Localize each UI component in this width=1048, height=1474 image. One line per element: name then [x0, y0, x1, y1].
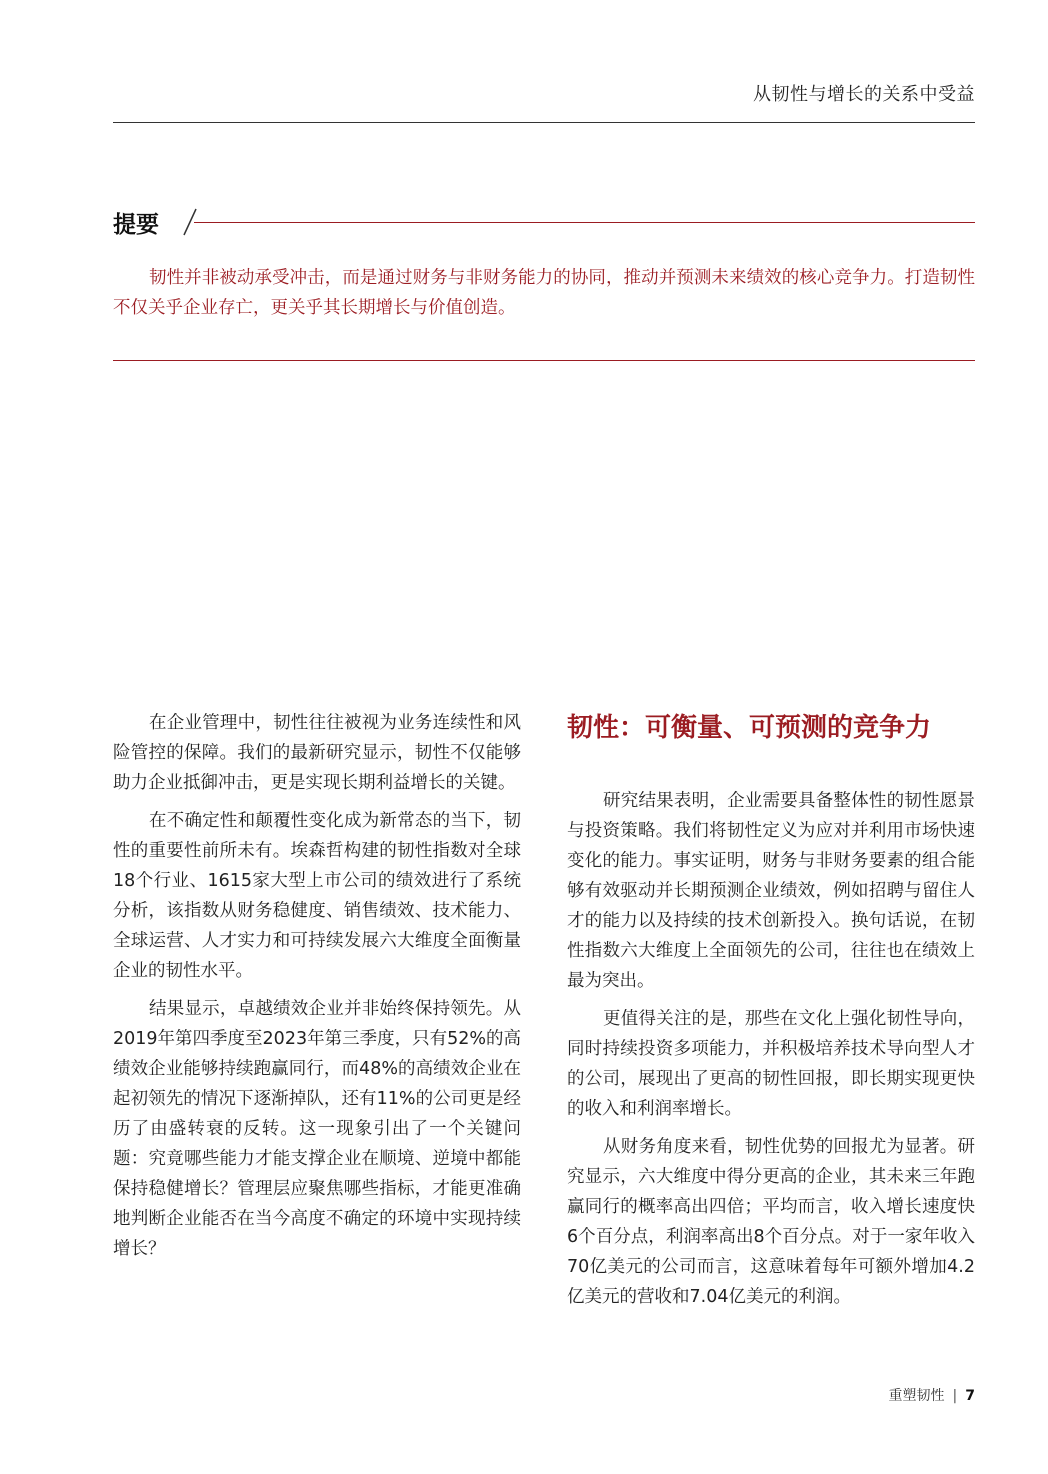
- header-divider: [113, 122, 975, 123]
- running-header-title: 从韧性与增长的关系中受益: [753, 84, 975, 105]
- section-heading: 韧性：可衡量、可预测的竞争力: [567, 713, 932, 743]
- right-column: [567, 708, 975, 1320]
- right-paragraph: 研究结果表明，企业需要具备整体性的韧性愿景与投资策略。我们将韧性定义为应对并利用市场快速变化的能力。事实证明，财务与非财务要素的组合能够有效驱动并长期预测企业绩效，例如招聘与留住人才的能力以及持续的技术创新投入。换句话说，在韧性指数六大维度上全面领先的公司，往往也在绩效上最为突出。: [567, 791, 975, 991]
- page-number: 7: [965, 1388, 975, 1404]
- summary-title: 提要: [113, 212, 159, 238]
- left-paragraph: 在企业管理中，韧性往往被视为业务连续性和风险管控的保障。我们的最新研究显示，韧性不仅能够助力企业抵御冲击，更是实现长期利益增长的关键。: [113, 713, 521, 793]
- summary-text: 韧性并非被动承受冲击，而是通过财务与非财务能力的协同，推动并预测未来绩效的核心竞争力。打造韧性不仅关乎企业存亡，更关乎其长期增长与价值创造。: [113, 268, 975, 318]
- left-paragraph: 结果显示，卓越绩效企业并非始终保持领先。从2019年第四季度至2023年第三季度，只有52%的高绩效企业能够持续跑赢同行，而48%的高绩效企业在起初领先的情况下逐渐掉队，还有11%的公司更是经历了由盛转衰的反转。这一现象引出了一个关键问题：究竟哪些能力才能支撑企业在顺境、逆境中都能保持稳健增长？管理层应聚焦哪些指标，才能更准确地判断企业能否在当今高度不确定的环境中实现持续增长？: [113, 999, 521, 1259]
- footer-publication: 重塑韧性: [888, 1388, 945, 1404]
- page-footer: [889, 1385, 975, 1405]
- left-column: [113, 708, 521, 1272]
- left-paragraph: 在不确定性和颠覆性变化成为新常态的当下，韧性的重要性前所未有。埃森哲构建的韧性指数对全球18个行业、1615家大型上市公司的绩效进行了系统分析，该指数从财务稳健度、销售绩效、技术能力、全球运营、人才实力和可持续发展六大维度全面衡量企业的韧性水平。: [113, 811, 521, 981]
- right-paragraph: 从财务角度来看，韧性优势的回报尤为显著。研究显示，六大维度中得分更高的企业，其未来三年跑赢同行的概率高出四倍；平均而言，收入增长速度快6个百分点，利润率高出8个百分点。对于一家年收入70亿美元的公司而言，这意味着每年可额外增加4.2亿美元的营收和7.04亿美元的利润。: [567, 1137, 975, 1307]
- right-paragraph: 更值得关注的是，那些在文化上强化韧性导向，同时持续投资多项能力，并积极培养技术导向型人才的公司，展现出了更高的韧性回报，即长期实现更快的收入和利润率增长。: [567, 1009, 975, 1119]
- footer-separator: |: [952, 1388, 958, 1404]
- summary-top-rule: [194, 222, 975, 223]
- summary-bottom-rule: [113, 360, 975, 361]
